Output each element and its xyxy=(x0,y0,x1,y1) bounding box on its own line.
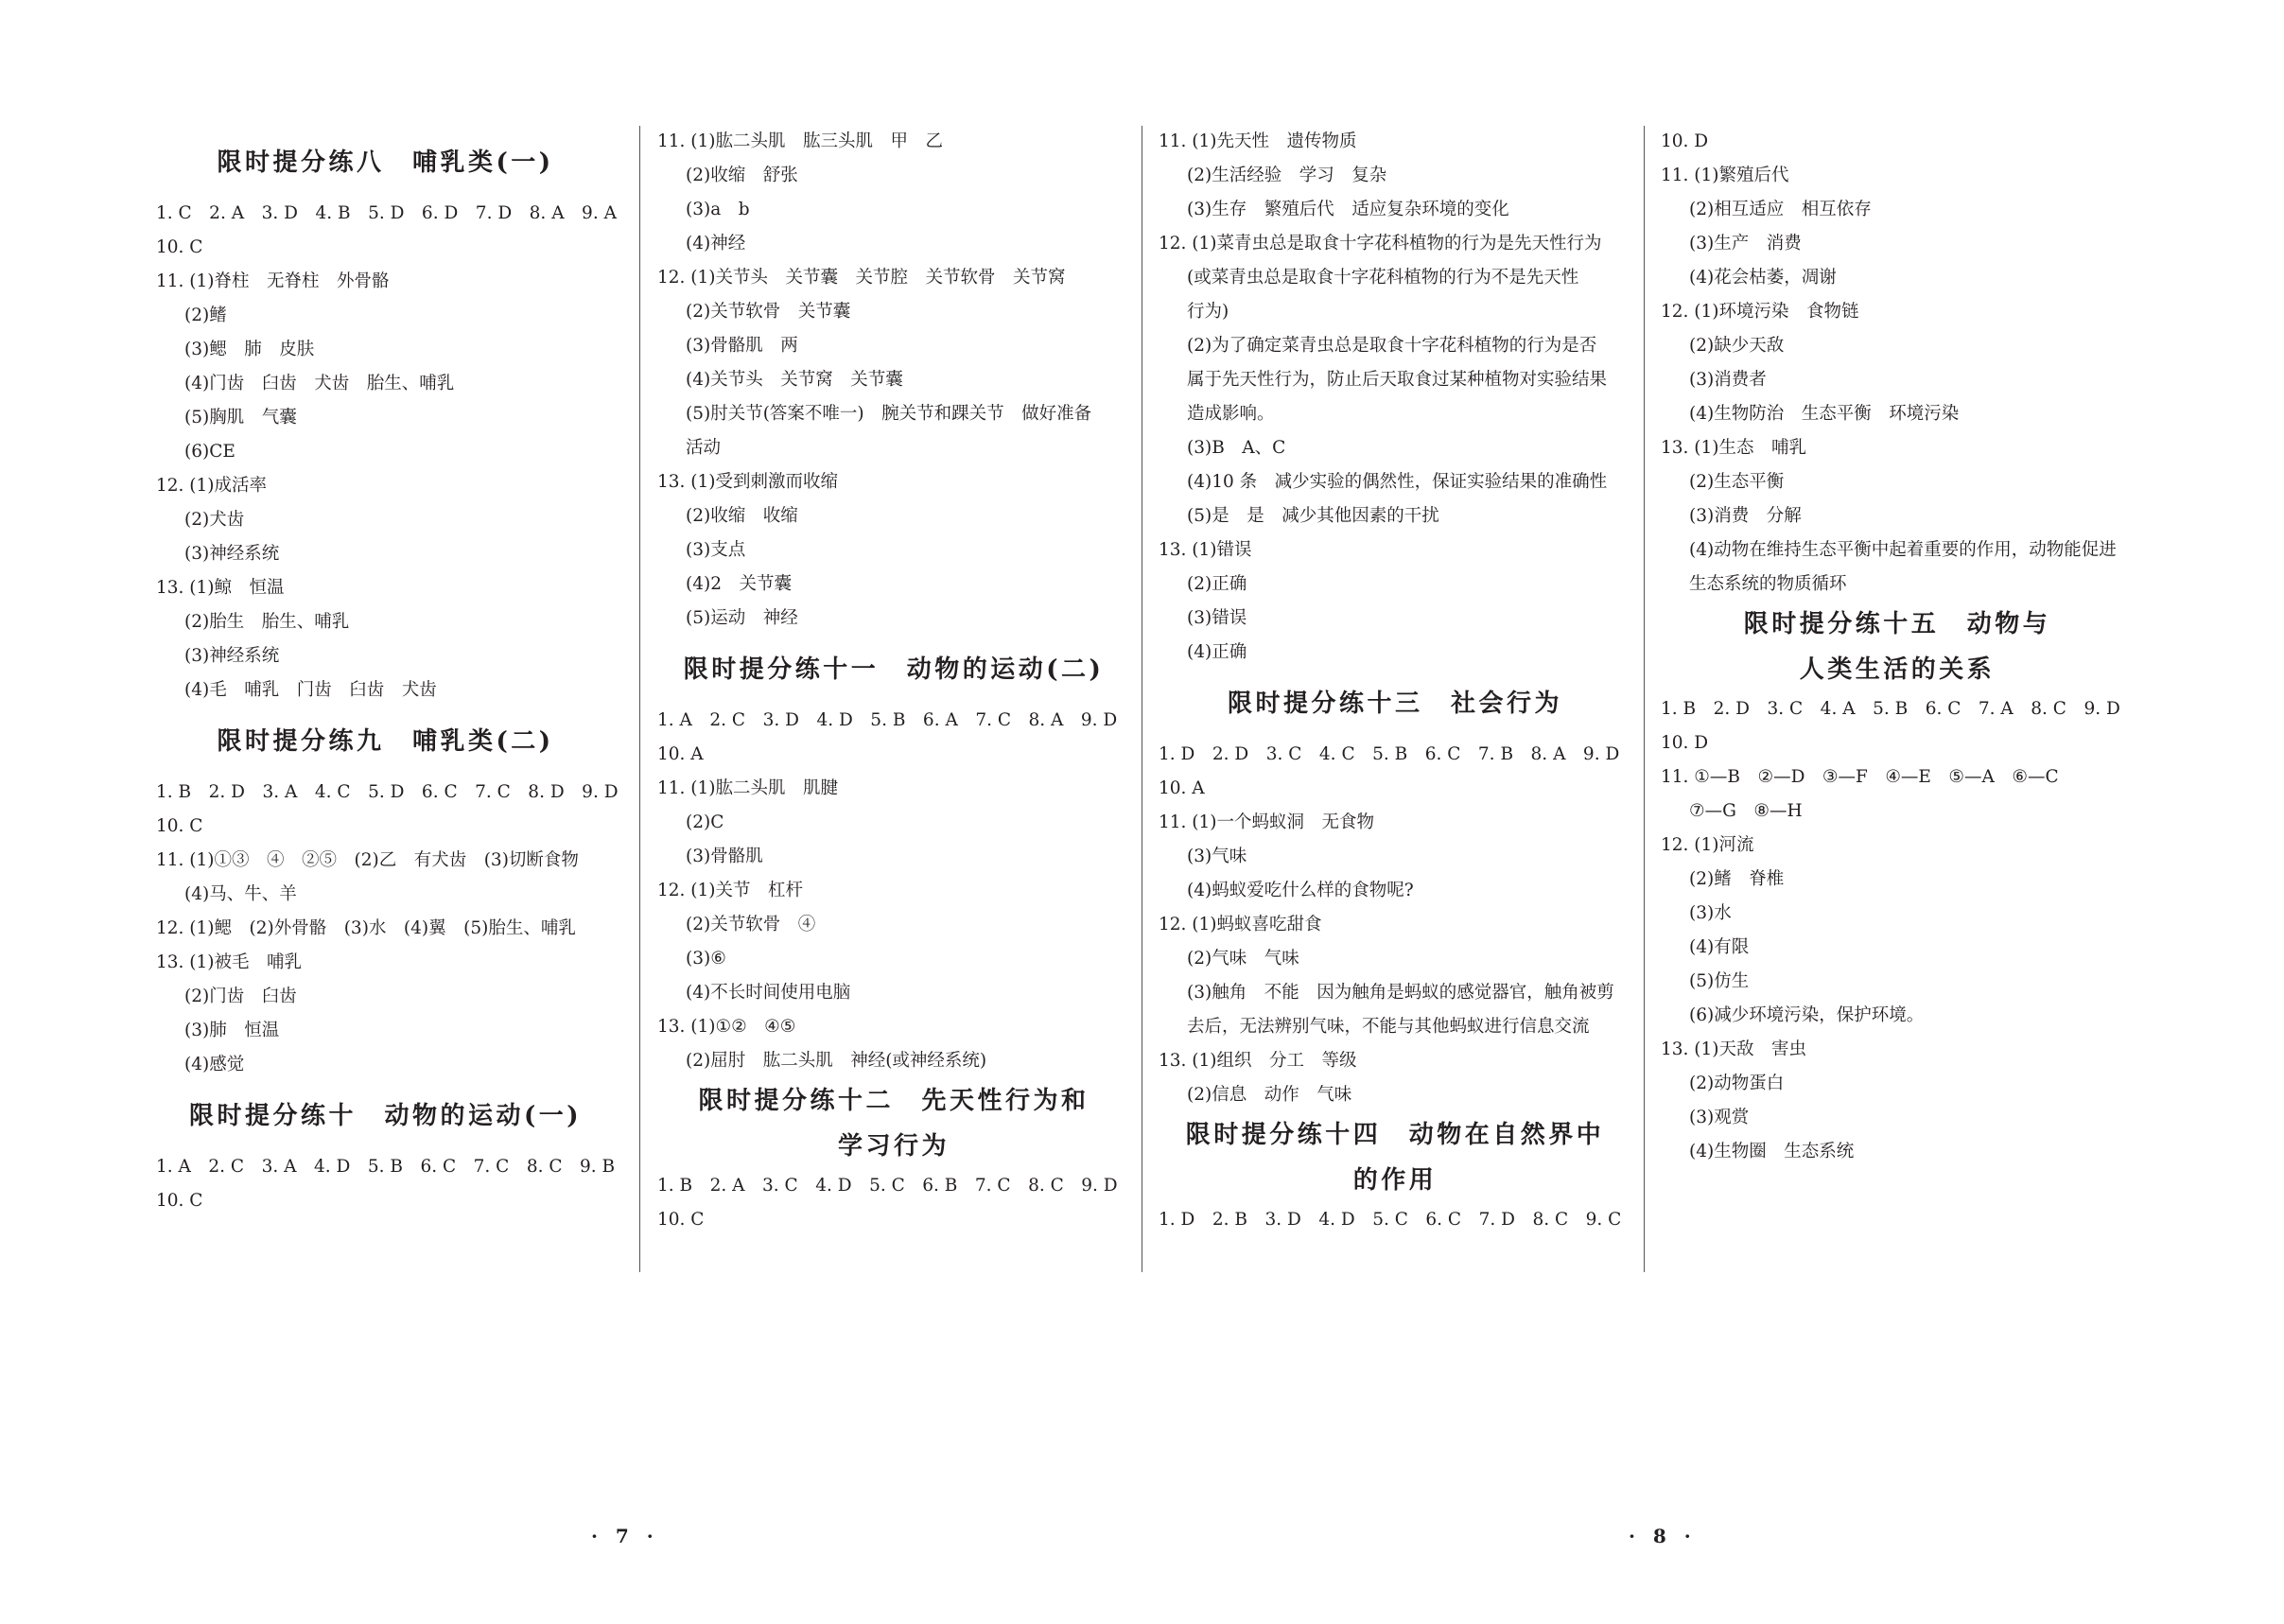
answer-line: 行为) xyxy=(1187,302,1229,322)
answer-line: (4)动物在维持生态平衡中起着重要的作用，动物能促进 xyxy=(1689,540,2117,560)
answer-line: 10. C xyxy=(156,1191,203,1211)
answer-line: (2)屈肘 肱二头肌 神经(或神经系统) xyxy=(686,1051,987,1071)
answer-line: (3)触角 不能 因为触角是蚂蚁的感觉器官，触角被剪 xyxy=(1187,983,1614,1003)
answer-line: (2)动物蛋白 xyxy=(1689,1074,1785,1093)
answer-line: (2)收缩 舒张 xyxy=(686,166,798,185)
answer-line: 13. (1)组织 分工 等级 xyxy=(1159,1051,1357,1071)
answer-line: 造成影响。 xyxy=(1187,404,1275,424)
answer-line: (4)花会枯萎，凋谢 xyxy=(1689,268,1837,288)
answer-line: 11. (1)①③ ④ ②⑤ (2)乙 有犬齿 (3)切断食物 xyxy=(156,850,579,870)
answer-line: (5)肘关节(答案不唯一) 腕关节和踝关节 做好准备 xyxy=(686,404,1092,424)
answer-line: 活动 xyxy=(686,438,722,458)
answer-line: (3)错误 xyxy=(1187,608,1247,628)
section-title: 限时提分练十四 动物在自然界中 xyxy=(1185,1121,1605,1149)
answer-line: (4)正确 xyxy=(1187,642,1247,662)
answer-line: 10. D xyxy=(1661,733,1709,753)
answer-line: (4)生物防治 生态平衡 环境污染 xyxy=(1689,404,1960,424)
answer-line: (2)鳍 脊椎 xyxy=(1689,869,1785,889)
answer-line: (3)B A、C xyxy=(1187,438,1286,458)
section-title-continued: 人类生活的关系 xyxy=(1799,655,1996,684)
answer-line: 生态系统的物质循环 xyxy=(1689,574,1847,594)
answer-line: 11. (1)肱二头肌 肱三头肌 甲 乙 xyxy=(657,131,944,151)
answer-line: (3)神经系统 xyxy=(184,646,280,666)
answer-line: (4)生物圈 生态系统 xyxy=(1689,1142,1855,1161)
answer-line: 12. (1)菜青虫总是取食十字花科植物的行为是先天性行为 xyxy=(1159,234,1602,253)
answer-line: 10. D xyxy=(1661,131,1709,151)
answer-column-2 xyxy=(657,125,1130,1237)
answer-line: 13. (1)错误 xyxy=(1159,540,1252,560)
answer-line: (2)关节软骨 ④ xyxy=(686,915,816,934)
section-title: 限时提分练十 动物的运动(一) xyxy=(188,1102,583,1130)
answer-line: (3)水 xyxy=(1689,903,1732,923)
section-title: 限时提分练八 哺乳类(一) xyxy=(217,148,554,177)
answer-line: 13. (1)天敌 害虫 xyxy=(1661,1039,1807,1059)
answer-line: 12. (1)鳃 (2)外骨骼 (3)水 (4)翼 (5)胎生、哺乳 xyxy=(156,918,576,938)
section-title: 限时提分练十一 动物的运动(二) xyxy=(683,655,1105,684)
answer-line: (4)神经 xyxy=(686,234,746,253)
answer-line: (2)犬齿 xyxy=(184,510,245,530)
answer-line: 去后，无法辨别气味，不能与其他蚂蚁进行信息交流 xyxy=(1187,1017,1590,1037)
section-title-continued: 学习行为 xyxy=(837,1132,950,1161)
answer-line: (2)生态平衡 xyxy=(1689,472,1785,492)
answer-line: (3)a b xyxy=(686,200,750,219)
section-title: 限时提分练九 哺乳类(二) xyxy=(217,727,554,756)
answer-line: (4)门齿 臼齿 犬齿 胎生、哺乳 xyxy=(184,374,455,393)
answer-line: 12. (1)河流 xyxy=(1661,835,1754,855)
answer-line: 13. (1)①② ④⑤ xyxy=(657,1017,796,1037)
answer-line: (4)有限 xyxy=(1689,937,1750,957)
answer-line: (2)气味 气味 xyxy=(1187,949,1299,969)
answer-line: (3)生产 消费 xyxy=(1689,234,1802,253)
answer-line: (5)运动 神经 xyxy=(686,608,798,628)
page-number-left: · 7 · xyxy=(591,1525,659,1547)
answer-line: (4)感觉 xyxy=(184,1055,245,1074)
answer-line: (6)CE xyxy=(184,442,235,462)
answer-column-3 xyxy=(1159,125,1631,1237)
answer-line: 11. (1)繁殖后代 xyxy=(1661,166,1789,185)
answer-line: 10. C xyxy=(156,237,203,257)
answer-line: (2)胎生 胎生、哺乳 xyxy=(184,612,350,632)
answer-line: (3)肺 恒温 xyxy=(184,1021,280,1040)
answer-line: (3)骨骼肌 两 xyxy=(686,336,798,356)
answer-line: 13. (1)被毛 哺乳 xyxy=(156,952,303,972)
answer-line: (2)相互适应 相互依存 xyxy=(1689,200,1872,219)
answer-line: 10. C xyxy=(156,816,203,836)
answer-line: 1. A 2. C 3. A 4. D 5. B 6. C 7. C 8. C 9. B xyxy=(156,1157,616,1177)
answer-line: (2)收缩 收缩 xyxy=(686,506,798,526)
answer-line: (4)毛 哺乳 门齿 臼齿 犬齿 xyxy=(184,680,437,700)
answer-line: (2)缺少天敌 xyxy=(1689,336,1785,356)
answer-line: (3)骨骼肌 xyxy=(686,847,763,866)
answer-line: (或菜青虫总是取食十字花科植物的行为不是先天性 xyxy=(1187,268,1579,288)
answer-line: 属于先天性行为，防止后天取食过某种植物对实验结果 xyxy=(1187,370,1608,390)
answer-line: (2)正确 xyxy=(1187,574,1247,594)
section-title: 限时提分练十三 社会行为 xyxy=(1227,690,1562,718)
answer-line: 1. A 2. C 3. D 4. D 5. B 6. A 7. C 8. A 9. D xyxy=(657,710,1118,730)
answer-column-4 xyxy=(1661,125,2134,1169)
answer-line: (3)鳃 肺 皮肤 xyxy=(184,340,315,359)
answer-line: 13. (1)鲸 恒温 xyxy=(156,578,285,598)
answer-line: 1. D 2. B 3. D 4. D 5. C 6. C 7. D 8. C 9. C xyxy=(1159,1210,1622,1230)
answer-line: 1. D 2. D 3. C 4. C 5. B 6. C 7. B 8. A 9. D xyxy=(1159,744,1620,764)
answer-line: (2)C xyxy=(686,812,724,832)
answer-line: 10. A xyxy=(1159,778,1205,798)
answer-line: (5)是 是 减少其他因素的干扰 xyxy=(1187,506,1439,526)
answer-line: (2)生活经验 学习 复杂 xyxy=(1187,166,1387,185)
answer-line: 10. C xyxy=(657,1210,705,1230)
answer-line: (3)支点 xyxy=(686,540,746,560)
answer-line: 11. ①—B ②—D ③—F ④—E ⑤—A ⑥—C xyxy=(1661,767,2059,787)
answer-line: (3)消费 分解 xyxy=(1689,506,1802,526)
section-title: 限时提分练十二 先天性行为和 xyxy=(698,1087,1090,1115)
answer-line: 11. (1)肱二头肌 肌腱 xyxy=(657,778,839,798)
answer-line: (2)鳍 xyxy=(184,306,227,325)
answer-line: 13. (1)生态 哺乳 xyxy=(1661,438,1807,458)
answer-line: (3)神经系统 xyxy=(184,544,280,564)
answer-line: (4)蚂蚁爱吃什么样的食物呢? xyxy=(1187,881,1414,900)
answer-line: (4)关节头 关节窝 关节囊 xyxy=(686,370,903,390)
answer-line: (5)仿生 xyxy=(1689,971,1750,991)
answer-line: 11. (1)先天性 遗传物质 xyxy=(1159,131,1357,151)
page-number-right: · 8 · xyxy=(1629,1525,1697,1547)
answer-line: 11. (1)脊柱 无脊柱 外骨骼 xyxy=(156,271,390,291)
answer-line: 12. (1)蚂蚁喜吃甜食 xyxy=(1159,915,1322,934)
answer-line: 10. A xyxy=(657,744,704,764)
answer-line: (4)不长时间使用电脑 xyxy=(686,983,851,1003)
answer-line: 13. (1)受到刺激而收缩 xyxy=(657,472,839,492)
section-title: 限时提分练十五 动物与 xyxy=(1743,610,2051,638)
answer-line: (3)⑥ xyxy=(686,949,726,969)
answer-line: 11. (1)一个蚂蚁洞 无食物 xyxy=(1159,812,1375,832)
answer-line: (2)门齿 臼齿 xyxy=(184,987,297,1006)
answer-line: (6)减少环境污染，保护环境。 xyxy=(1689,1005,1925,1025)
answer-line: 1. C 2. A 3. D 4. B 5. D 6. D 7. D 8. A 9. A xyxy=(156,203,617,223)
answer-line: (2)信息 动作 气味 xyxy=(1187,1085,1352,1105)
answer-line: (3)消费者 xyxy=(1689,370,1767,390)
answer-line: 1. B 2. A 3. C 4. D 5. C 6. B 7. C 8. C 9. D xyxy=(657,1176,1118,1196)
answer-line: 12. (1)环境污染 食物链 xyxy=(1661,302,1859,322)
answer-line: (4)马、牛、羊 xyxy=(184,884,297,904)
answer-line: (2)关节软骨 关节囊 xyxy=(686,302,851,322)
answer-line: (3)生存 繁殖后代 适应复杂环境的变化 xyxy=(1187,200,1509,219)
answer-line: (5)胸肌 气囊 xyxy=(184,408,297,428)
answer-line: (3)气味 xyxy=(1187,847,1247,866)
answer-line: 12. (1)关节 杠杆 xyxy=(657,881,804,900)
answer-line: 1. B 2. D 3. A 4. C 5. D 6. C 7. C 8. D 9. D xyxy=(156,782,619,802)
answer-line: (2)为了确定菜青虫总是取食十字花科植物的行为是否 xyxy=(1187,336,1597,356)
answer-line: 12. (1)成活率 xyxy=(156,476,268,496)
answer-line: 12. (1)关节头 关节囊 关节腔 关节软骨 关节窝 xyxy=(657,268,1066,288)
answer-line: 1. B 2. D 3. C 4. A 5. B 6. C 7. A 8. C 9. D xyxy=(1661,699,2120,719)
section-title-continued: 的作用 xyxy=(1352,1166,1438,1195)
answer-column-1 xyxy=(156,125,619,1218)
answer-line: (4)10 条 减少实验的偶然性，保证实验结果的准确性 xyxy=(1187,472,1608,492)
answer-line: ⑦—G ⑧—H xyxy=(1689,801,1803,821)
answer-line: (4)2 关节囊 xyxy=(686,574,792,594)
column-divider xyxy=(1644,126,1645,1272)
answer-line: (3)观赏 xyxy=(1689,1108,1750,1127)
column-divider xyxy=(639,126,640,1272)
